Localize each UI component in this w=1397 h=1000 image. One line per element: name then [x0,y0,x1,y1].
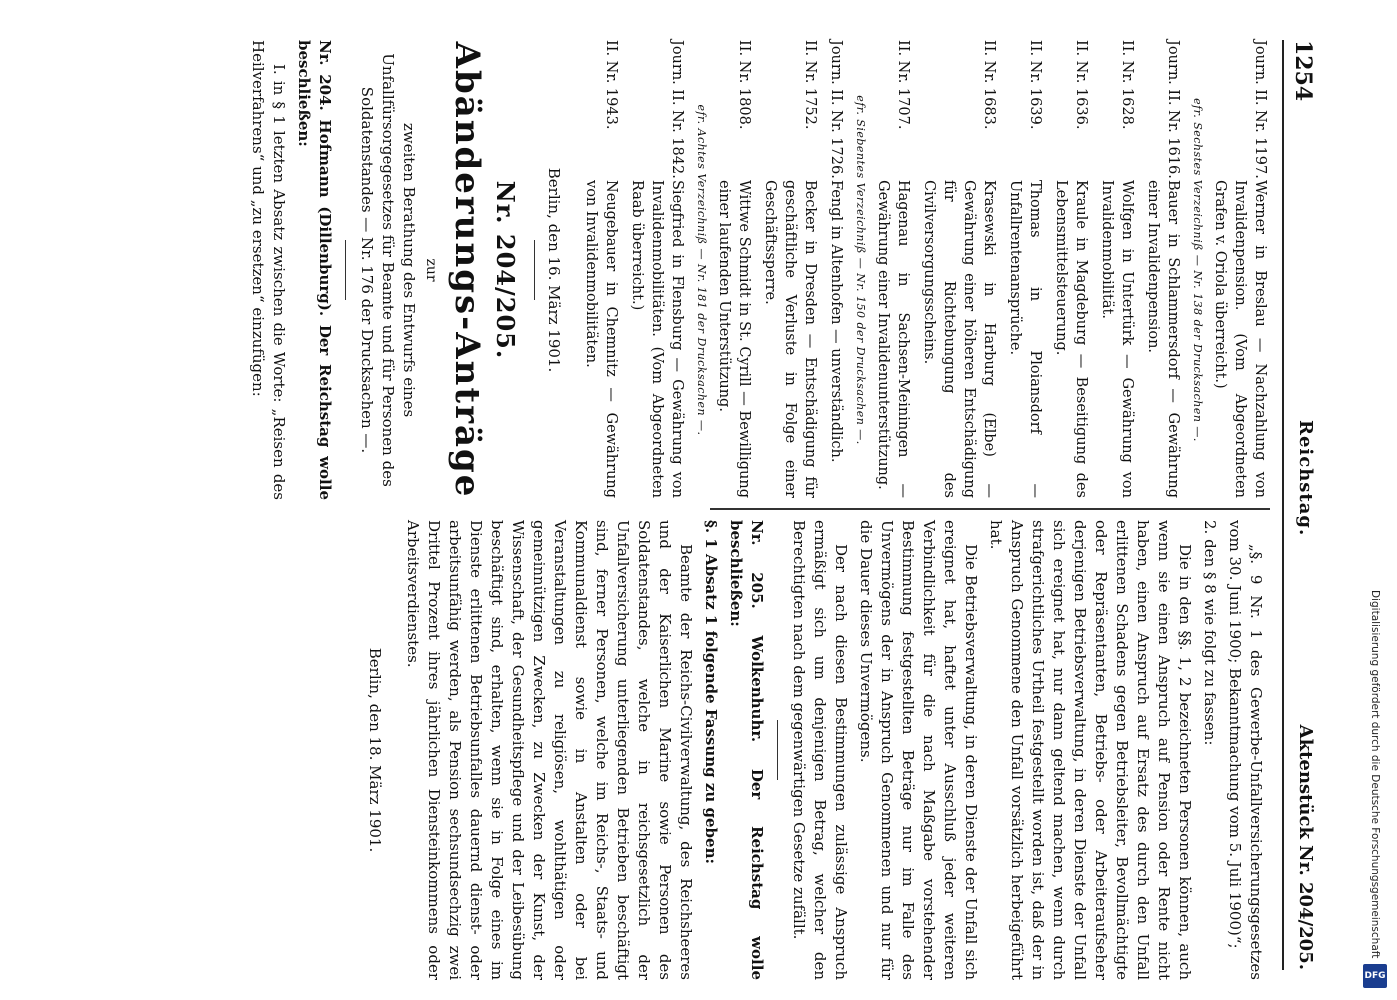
entry-text: Bauer in Schlammersdorf — Gewährung einer Invalidenpension. [1145,180,1181,498]
paragraph-4: Beamte der Reichs-Civilverwaltung, des Reichsheeres und der Kaiserlichen Marine sowie Personen des Soldatenstandes, welche in reichsgesetzlich der Unfallversicherung unterliegenden Betrieben beschäftigt sind, ferner Personen, welche im Reichs-, Staats- und Kommunaldienst sowie in Anstalten oder bei Veranstaltungen zu religiösen, wohlthätigen oder gemeinnützigen Zwecken, zu Zwecken der Kunst, der Wissenschaft, der Gesundheitspflege und der Leibesübung beschäftigt sind, erhalten, wenn sie in Folge eines im Dienste erlittenen Betriebsunfalles dauernd dienst- oder arbeitsunfähig werden, als Pension sechsundsechzig zwei Drittel Prozent ihres jährlichen Diensteinkommens oder Arbeitsverdienstes. [404,520,695,980]
register-entry [581,40,621,500]
paragraph-2: Die Betriebsverwaltung, in deren Dienste der Unfall sich ereignet hat, haftet unter Ausschluß jeder weiteren Verbindlichkeit für die nach Maßgabe vorstehender Bestimmung festgestellten Beträge nur im Falle des Unvermögens der in Anspruch Genommenen und nur für die Dauer dieses Unvermögens. [857,520,980,980]
motion-204-text: I. in § 1 letzten Absatz zwischen die Worte: „Reisen des Heilverfahrens“ und „zu ersetzen“ einzufügen: [249,40,288,500]
column-divider [710,508,1270,510]
entry-reference: Journ. II. Nr. 1842. [669,40,685,179]
register-entry [1005,40,1045,500]
document-number-title: Nr. 204/205. [491,180,520,360]
entry-text: Siegfried in Flensburg — Gewährung von Invalidenmobilitäten. (Vom Abgeordneten Raab überreicht.) [629,180,685,498]
entry-text: Kraule in Magdeburg — Beseitigung des Lebensmittelsteuerung. [1053,180,1089,498]
entry-text: Wolfgen in Untertürk — Gewährung von Invalidenmobilität. [1099,180,1135,498]
entry-text: Fengl in Altenhofen — unverständlich. [828,180,844,463]
entry-reference: II. Nr. 1707. [895,40,911,130]
paragraph-3: Der nach diesen Bestimmungen zulässige Anspruch ermäßigt sich um denjenigen Betrag, welcher den Berechtigten nach dem gegenwärtigen Gesetze zufällt. [790,520,850,980]
footer-strip [1360,590,1390,990]
entry-reference: Journ. II. Nr. 1726. [828,40,844,179]
note-2: efr. Siebentes Verzeichniß — Nr. 150 der Drucksachen —. [854,95,867,445]
entry-text: Neugebauer in Chemnitz — Gewährung von Invalidenmobilitäten. [583,180,619,498]
dfg-logo-icon: DFG [1363,964,1387,988]
entry-reference: Journ. II. Nr. 1197. [1252,40,1268,179]
header-title: Reichstag. [1295,420,1316,537]
entry-reference: Journ. II. Nr. 1616. [1165,40,1181,179]
page-number: 1254 [1290,40,1316,102]
register-entry [1210,40,1270,500]
register-entry [1143,40,1183,500]
register-entry [627,40,687,500]
left-date: Berlin, den 16. März 1901. [545,167,563,373]
motion-204: Nr. 204. Hofmann (Dillenburg). Der Reichstag wolle beschließen: [295,40,334,500]
motion-205: Nr. 205. Wolkenhuhr. Der Reichstag wolle beschließen: [727,520,766,980]
entry-text: Hagenau in Sachsen-Meiningen — Gewährung einer Invalidenunterstützung. [875,180,911,498]
entry-reference: II. Nr. 1683. [981,40,997,130]
right-column [20,520,1270,980]
register-entry [873,40,913,500]
zur-text: zur [423,258,439,282]
entry-text: Krasewski in Harburg (Elbe) — Gewährung einer höheren Entschädigung für Richtebungung des Civilversorgungsscheins. [921,180,997,498]
page-header [1280,40,1320,970]
register-entry [714,40,754,500]
item-2: 2. den § 8 wie folgt zu fassen: [1201,520,1219,746]
register-entry [1097,40,1137,500]
right-date: Berlin, den 18. März 1901. [366,647,384,853]
lead-text: zweiten Berathung des Entwurfs eines Unfallfürsorgegesetzes für Beamte und für Personen des Soldatenstandes — Nr. 176 der Drucksachen —. [358,53,418,487]
entry-text: Werner in Breslau — Nachzahlung von Invalidenpension. (Vom Abgeordneten Grafen v. Oriola überreicht.) [1212,180,1268,498]
divider-rule-3 [777,720,778,780]
register-entry [760,40,820,500]
note-1: efr. Sechstes Verzeichniß — Nr. 138 der Drucksachen —. [1191,98,1204,442]
header-document-number: Aktenstück Nr. 204/205. [1295,724,1316,970]
quote-text: „§. 9 Nr. 1 des Gewerbe-Unfallversicherungsgesetzes vom 30. Juni 1900; Bekanntmachung vom 5. Juli 1900)“; [1226,520,1265,980]
divider-rule [534,240,535,300]
entry-text: Wittwe Schmidt in St. Cyrill — Bewilligung einer laufenden Unterstützung. [716,180,752,498]
motion-205-sub: §. 1 Absatz 1 folgende Fassung zu geben: [702,520,720,865]
register-entry [919,40,999,500]
header-rule [1282,40,1284,970]
left-column [20,40,1270,500]
register-entry [1051,40,1091,500]
entry-reference: II. Nr. 1639. [1027,40,1043,130]
entry-text: Thomas in Ploiansdorf — Unfallrentenansprüche. [1007,180,1043,498]
register-entry [826,40,846,500]
divider-rule-2 [345,240,346,300]
main-heading: Abänderungs-Anträge [447,41,487,499]
entry-reference: II. Nr. 1752. [802,40,818,130]
entry-reference: II. Nr. 1943. [603,40,619,130]
footer-credit: Digitalisierung gefördert durch die Deutsche Forschungsgemeinschaft [1369,590,1381,959]
paragraph-1: Die in den §§. 1, 2 bezeichneten Personen können, auch wenn sie einen Anspruch auf Pension oder Rente nicht haben, einen Anspruch auf Ersatz des durch den Unfall erlittenen Schadens gegen Betriebsleiter, Bevollmächtigte oder Repräsentanten, Betriebs- oder Arbeiteraufseher derjenigen Betriebsverwaltung, in deren Dienste der Unfall sich ereignet hat, nur dann geltend machen, wenn durch strafgerichtliches Urtheil festgestellt worden ist, daß der in Anspruch Genommene den Unfall vorsätzlich herbeigeführt hat. [987,520,1194,980]
entry-text: Becker in Dresden — Entschädigung für geschäftliche Verluste in Folge einer Geschäftssperre. [762,180,818,498]
note-3: efr. Achtes Verzeichniß — Nr. 181 der Drucksachen —. [695,104,708,436]
entry-reference: II. Nr. 1808. [736,40,752,130]
entry-reference: II. Nr. 1628. [1119,40,1135,130]
entry-reference: II. Nr. 1636. [1073,40,1089,130]
